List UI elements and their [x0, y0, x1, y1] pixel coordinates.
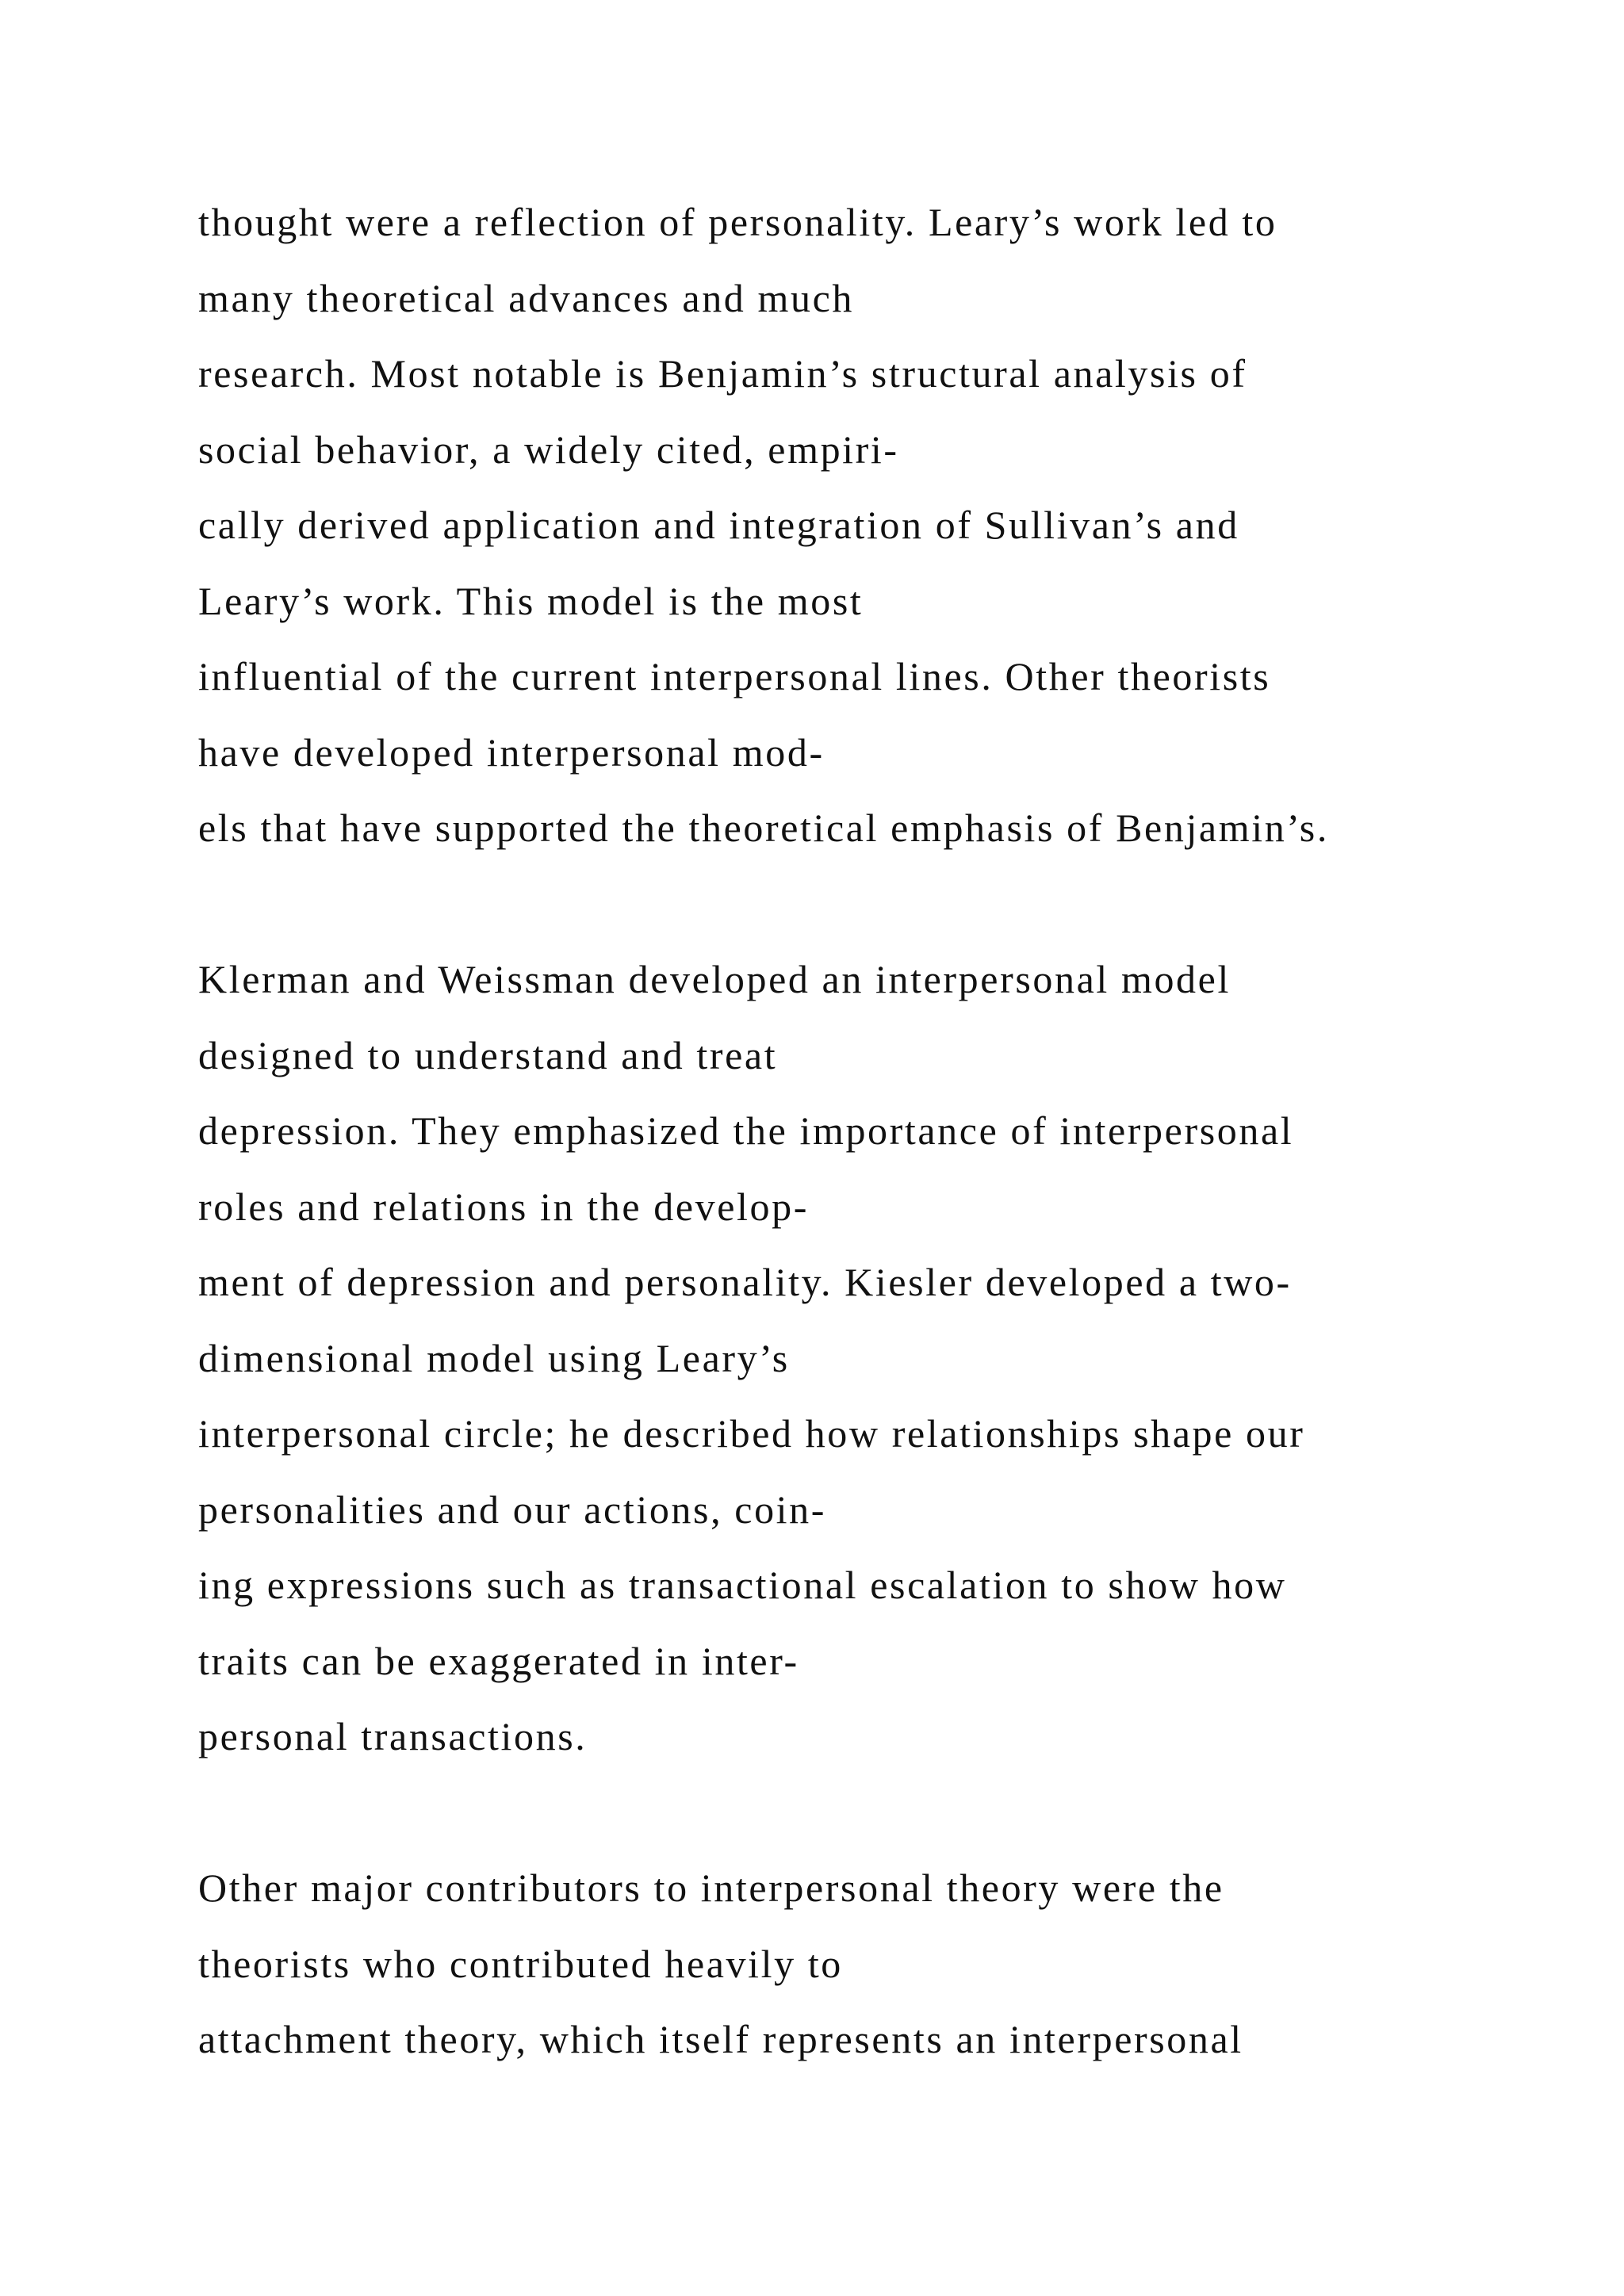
body-text	[198, 185, 1594, 2078]
text-line: interpersonal circle; he described how relationships shape our	[198, 1411, 1305, 1456]
paragraph-3	[198, 1850, 1594, 2078]
text-line: depression. They emphasized the importance of interpersonal	[198, 1108, 1294, 1153]
text-line: personalities and our actions, coin-	[198, 1487, 827, 1532]
paragraph-gap	[198, 1775, 1594, 1851]
text-line: theorists who contributed heavily to	[198, 1941, 843, 1986]
text-line: many theoretical advances and much	[198, 275, 854, 320]
text-line: els that have supported the theoretical emphasis of Benjamin’s.	[198, 806, 1329, 850]
text-line: Klerman and Weissman developed an interpersonal model	[198, 957, 1231, 1001]
text-line: cally derived application and integration of Sullivan’s and	[198, 503, 1239, 547]
text-line: attachment theory, which itself represents an interpersonal	[198, 2017, 1243, 2061]
text-line: traits can be exaggerated in inter-	[198, 1638, 799, 1683]
paragraph-gap	[198, 867, 1594, 943]
text-line: dimensional model using Leary’s	[198, 1335, 790, 1380]
text-line: ment of depression and personality. Kiesler developed a two-	[198, 1260, 1292, 1304]
text-line: personal transactions.	[198, 1714, 588, 1758]
text-line: Other major contributors to interpersonal theory were the	[198, 1866, 1224, 1910]
text-line: social behavior, a widely cited, empiri-	[198, 427, 899, 472]
text-line: thought were a reflection of personality. Leary’s work led to	[198, 200, 1277, 244]
text-line: have developed interpersonal mod-	[198, 729, 825, 775]
text-line: ing expressions such as transactional escalation to show how	[198, 1563, 1287, 1607]
text-line: influential of the current interpersonal lines. Other theorists	[198, 654, 1271, 698]
paragraph-2	[198, 942, 1594, 1775]
paragraph-1	[198, 185, 1594, 867]
text-line: research. Most notable is Benjamin’s structural analysis of	[198, 351, 1247, 396]
text-line: roles and relations in the develop-	[198, 1184, 809, 1229]
text-line: designed to understand and treat	[198, 1032, 778, 1077]
text-line: Leary’s work. This model is the most	[198, 578, 864, 623]
